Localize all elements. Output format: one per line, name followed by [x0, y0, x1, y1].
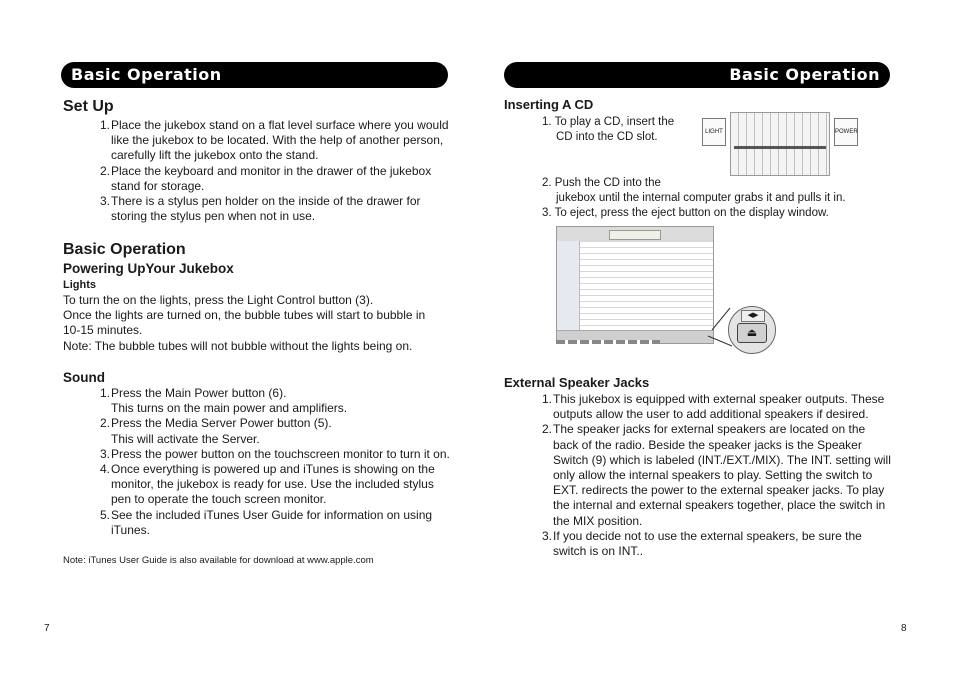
page-number-left: 7 [44, 623, 50, 634]
back-forward-icon: ◀▶ [741, 310, 765, 322]
itunes-display [609, 230, 661, 240]
lights-line: To turn the on the lights, press the Light Control button (3). [63, 293, 374, 307]
light-button-image: LIGHT [702, 118, 726, 146]
sound-heading: Sound [63, 370, 105, 385]
insert-step-1-cont: CD into the CD slot. [556, 131, 658, 143]
itunes-source-list [557, 241, 580, 331]
cd-panel-body [730, 112, 830, 176]
itunes-tab-strip [556, 340, 660, 344]
itunes-guide-note: Note: iTunes User Guide is also available for download at www.apple.com [63, 555, 374, 566]
external-speaker-list [542, 392, 892, 559]
lights-note: Note: The bubble tubes will not bubble without the lights being on. [63, 338, 413, 353]
setup-list [100, 118, 450, 224]
itunes-toolbar [557, 227, 713, 242]
list-item: 1.This jukebox is equipped with external speaker outputs. These outputs allow the user to add additional speakers if desired. [542, 392, 885, 422]
list-item: 3.If you decide not to use the external speakers, be sure the switch is on INT.. [542, 528, 862, 559]
itunes-track-list [580, 241, 713, 331]
inserting-cd-heading: Inserting A CD [504, 97, 594, 112]
insert-step-2: 2. Push the CD into the [542, 177, 661, 189]
sound-list [100, 386, 450, 538]
cd-slot-illustration [700, 112, 860, 178]
list-item: 5.See the included iTunes User Guide for information on using iTunes. [100, 507, 433, 537]
lights-text [63, 293, 443, 354]
list-item: 3.There is a stylus pen holder on the inside of the drawer for storing the stylus pen when not in use. [100, 194, 421, 224]
insert-step-2-cont: jukebox until the internal computer grabs it and pulls it in. [556, 192, 846, 204]
basic-operation-heading: Basic Operation [63, 241, 186, 258]
page-number-right: 8 [901, 623, 907, 634]
left-section-banner: Basic Operation [61, 62, 448, 88]
insert-step-3: 3. To eject, press the eject button on the display window. [542, 207, 829, 219]
power-button-image: POWER [834, 118, 858, 146]
eject-icon: ⏏ [737, 323, 767, 343]
cd-slot [734, 146, 826, 149]
powering-up-subheading: Powering UpYour Jukebox [63, 261, 234, 276]
right-section-banner: Basic Operation [504, 62, 890, 88]
list-item: 1.Place the jukebox stand on a flat level surface where you would like the jukebox to be located. With the help of another person, carefully lift the jukebox onto the stand. [100, 118, 449, 163]
eject-button-zoom [728, 306, 776, 354]
setup-heading: Set Up [63, 98, 114, 115]
external-speaker-heading: External Speaker Jacks [504, 375, 650, 390]
lights-line: Once the lights are turned on, the bubble tubes will start to bubble in 10-15 minutes. [63, 308, 426, 338]
lights-heading: Lights [63, 279, 96, 291]
list-item: 3.Press the power button on the touchscreen monitor to turn it on. [100, 446, 450, 461]
insert-step-1: 1. To play a CD, insert the [542, 116, 675, 128]
list-item: 2.The speaker jacks for external speakers are located on the back of the radio. Beside the speaker jacks is the Speaker Switch (9) which is labeled (INT./EXT./MIX). The INT. setting will only allow the internal speakers to play. Setting the switch to EXT. redirects the power to the external speaker jacks. To play the internal and external speakers together, place the switch in the MIX position. [542, 422, 891, 528]
list-item: 1.Press the Main Power button (6). This turns on the main power and amplifiers. [100, 386, 348, 416]
list-item: 2.Press the Media Server Power button (5). This will activate the Server. [100, 416, 332, 446]
list-item: 4.Once everything is powered up and iTunes is showing on the monitor, the jukebox is ready for use. Use the included stylus pen to operate the touch screen monitor. [100, 462, 435, 507]
list-item: 2.Place the keyboard and monitor in the drawer of the jukebox stand for storage. [100, 163, 432, 193]
itunes-window-screenshot [556, 226, 714, 344]
